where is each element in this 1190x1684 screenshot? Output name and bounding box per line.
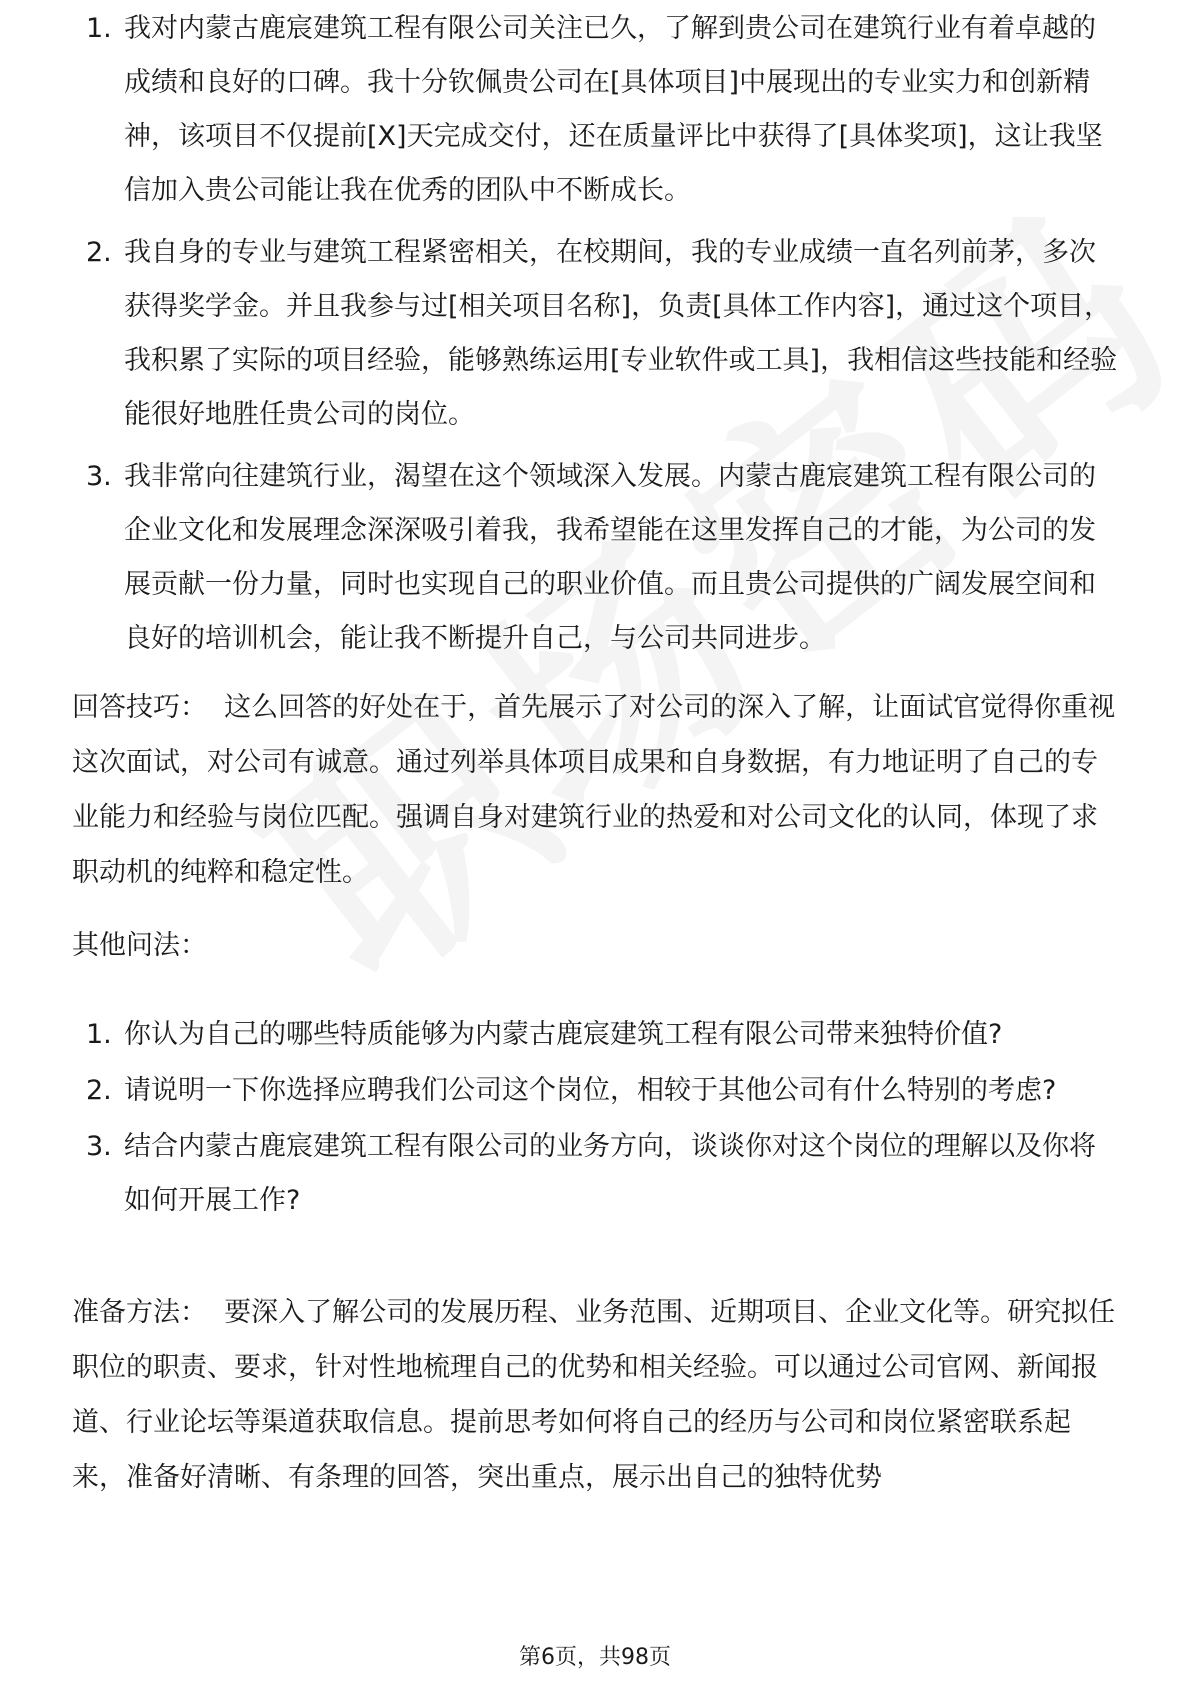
list-number: 2. xyxy=(86,237,112,268)
list-item xyxy=(72,1064,1122,1118)
list-item xyxy=(72,2,1122,218)
list-number: 2. xyxy=(86,1075,112,1106)
list-text: 我自身的专业与建筑工程紧密相关，在校期间，我的专业成绩一直名列前茅，多次获得奖学金。并且我参与过[相关项目名称]，负责[具体工作内容]，通过这个项目，我积累了实际的项目经验，能够熟练运用[专业软件或工具]，我相信这些技能和经验能很好地胜任贵公司的岗位。 xyxy=(124,237,1118,430)
list-number: 1. xyxy=(86,13,112,44)
list-text: 请说明一下你选择应聘我们公司这个岗位，相较于其他公司有什么特别的考虑? xyxy=(124,1075,1057,1106)
list-item xyxy=(72,1008,1122,1062)
other-questions-list xyxy=(72,1008,1122,1228)
list-number: 3. xyxy=(86,461,112,492)
answer-tips xyxy=(72,680,1122,900)
list-text: 你认为自己的哪些特质能够为内蒙古鹿宸建筑工程有限公司带来独特价值? xyxy=(124,1019,1003,1050)
prep-text: 要深入了解公司的发展历程、业务范围、近期项目、企业文化等。研究拟任职位的职责、要求，针对性地梳理自己的优势和相关经验。可以通过公司官网、新闻报道、行业论坛等渠道获取信息。提前思考如何将自己的经历与公司和岗位紧密联系起来，准备好清晰、有条理的回答，突出重点，展示出自己的独特优势 xyxy=(72,1297,1116,1493)
list-text: 我非常向往建筑行业，渴望在这个领域深入发展。内蒙古鹿宸建筑工程有限公司的企业文化和发展理念深深吸引着我，我希望能在这里发挥自己的才能，为公司的发展贡献一份力量，同时也实现自己的职业价值。而且贵公司提供的广阔发展空间和良好的培训机会，能让我不断提升自己，与公司共同进步。 xyxy=(124,461,1096,654)
preparation-method xyxy=(72,1285,1122,1505)
list-text: 结合内蒙古鹿宸建筑工程有限公司的业务方向，谈谈你对这个岗位的理解以及你将如何开展工作? xyxy=(124,1131,1096,1216)
prep-label: 准备方法： xyxy=(72,1297,207,1328)
list-number: 1. xyxy=(86,1019,112,1050)
other-label: 其他问法： xyxy=(72,930,207,961)
list-item xyxy=(72,450,1122,666)
list-number: 3. xyxy=(86,1131,112,1162)
other-questions-heading xyxy=(72,918,207,973)
tips-label: 回答技巧： xyxy=(72,692,207,723)
list-item xyxy=(72,226,1122,442)
list-item xyxy=(72,1120,1122,1228)
answer-list xyxy=(72,13,1122,666)
list-text: 我对内蒙古鹿宸建筑工程有限公司关注已久，了解到贵公司在建筑行业有着卓越的成绩和良好的口碑。我十分钦佩贵公司在[具体项目]中展现出的专业实力和创新精神，该项目不仅提前[X]天完成交付，还在质量评比中获得了[具体奖项]，这让我坚信加入贵公司能让我在优秀的团队中不断成长。 xyxy=(124,13,1103,206)
tips-text: 这么回答的好处在于，首先展示了对公司的深入了解，让面试官觉得你重视这次面试，对公司有诚意。通过列举具体项目成果和自身数据，有力地证明了自己的专业能力和经验与岗位匹配。强调自身对建筑行业的热爱和对公司文化的认同，体现了求职动机的纯粹和稳定性。 xyxy=(72,692,1116,888)
page-number: 第6页，共98页 xyxy=(519,1645,671,1670)
